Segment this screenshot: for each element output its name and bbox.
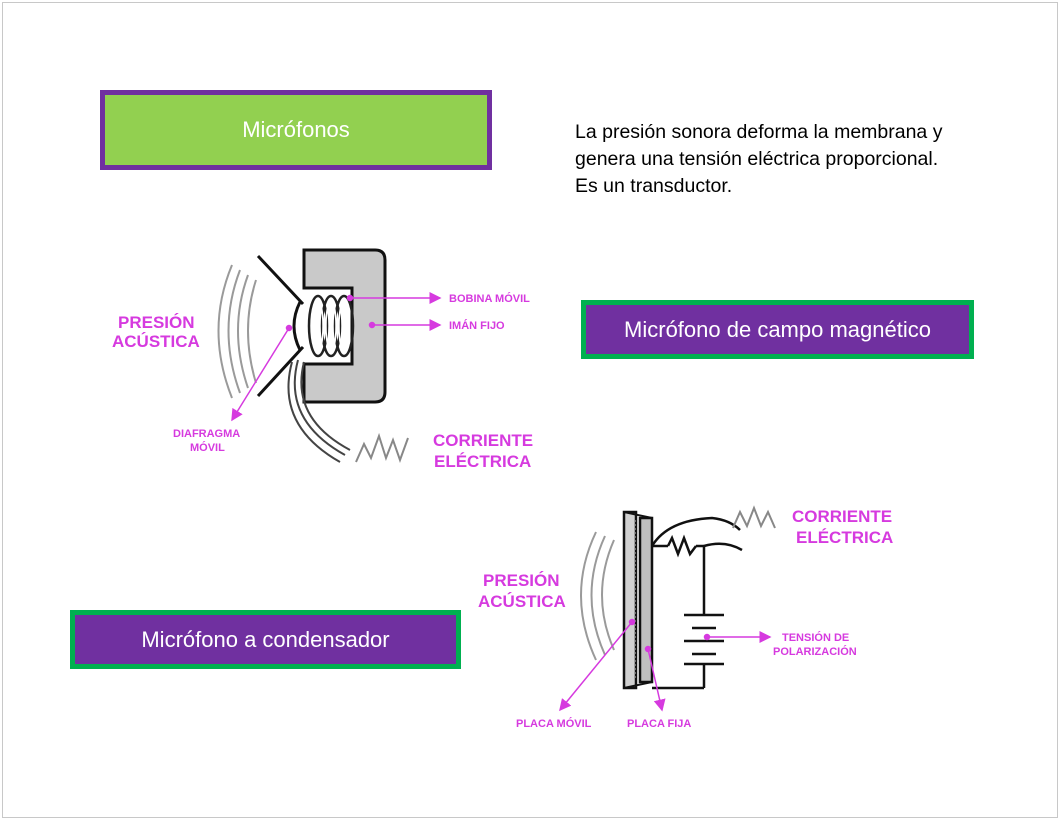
diaphragm-label-2: MÓVIL: [190, 442, 225, 454]
waveform-icon: [733, 508, 775, 528]
magnetic-pressure-label-1: PRESIÓN: [118, 313, 195, 332]
diaphragm-label-1: DIAFRAGMA: [173, 428, 241, 440]
condenser-pressure-label-2: ACÚSTICA: [478, 592, 566, 611]
condenser-current-label-1: CORRIENTE: [792, 507, 893, 526]
magnetic-mic-label-text: Micrófono de campo magnético: [624, 316, 931, 342]
bias-voltage-label-1: TENSIÓN DE: [782, 632, 850, 644]
intro-line-1: La presión sonora deforma la membrana y: [575, 121, 943, 143]
condenser-mic-label-text: Micrófono a condensador: [141, 626, 390, 652]
sound-waves-icon: [581, 532, 614, 660]
capacitor-plates-icon: [624, 512, 652, 688]
slide-title-text: Micrófonos: [242, 117, 350, 142]
battery-icon: [684, 615, 724, 664]
magnetic-current-label-2: ELÉCTRICA: [434, 452, 532, 471]
coil-label: BOBINA MÓVIL: [449, 293, 530, 305]
fixed-plate-label: PLACA FIJA: [627, 718, 692, 730]
bias-voltage-label-2: POLARIZACIÓN: [773, 646, 857, 658]
magnet-label: IMÁN FIJO: [449, 320, 505, 332]
magnetic-current-label-1: CORRIENTE: [433, 431, 534, 450]
moving-plate-label: PLACA MÓVIL: [516, 718, 592, 730]
magnetic-pressure-label-2: ACÚSTICA: [112, 332, 200, 351]
condenser-pressure-label-1: PRESIÓN: [483, 571, 560, 590]
intro-line-3: Es un transductor.: [575, 175, 733, 197]
intro-line-2: genera una tensión eléctrica proporcional.: [575, 148, 939, 170]
condenser-current-label-2: ELÉCTRICA: [796, 528, 894, 547]
circuit-wires-icon: [652, 518, 742, 688]
